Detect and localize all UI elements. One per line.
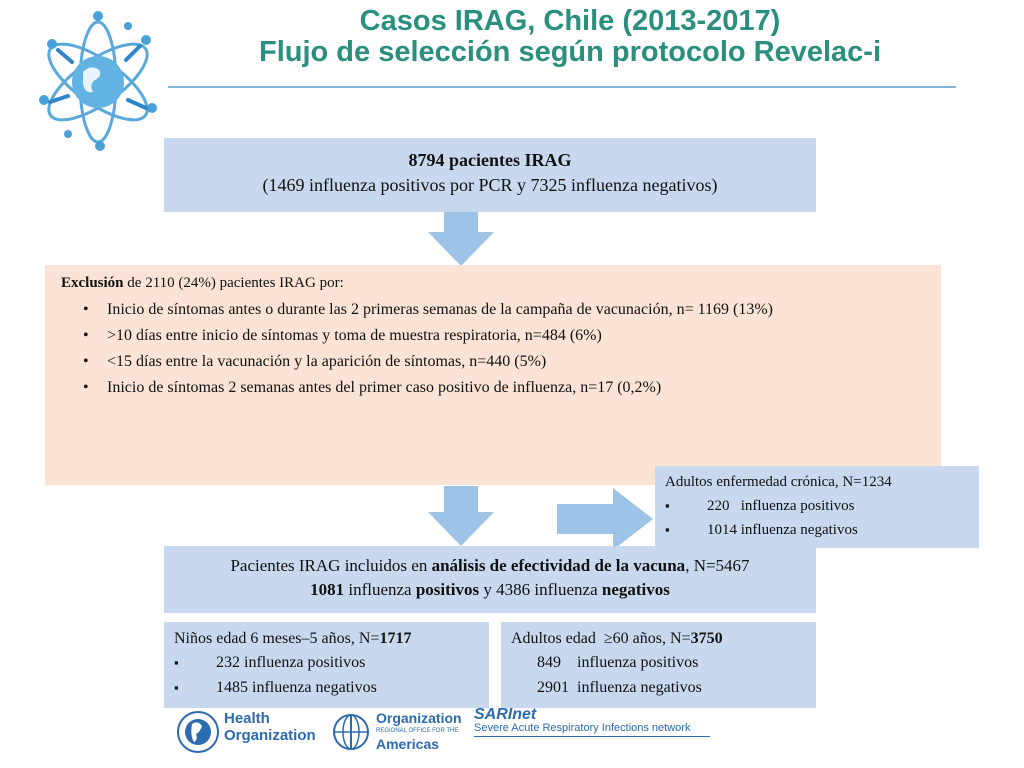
included-text-b: influenza xyxy=(344,580,416,599)
total-patients-heading: 8794 pacientes IRAG xyxy=(408,150,572,170)
who-emblem-icon xyxy=(330,712,372,752)
older-adults-total: 3750 xyxy=(690,630,723,647)
older-adults-item: 849 influenza positivos xyxy=(537,654,699,671)
chronic-disease-box xyxy=(655,466,979,548)
included-negative-label: negativos xyxy=(601,580,670,599)
older-adults-item: 2901 influenza negativos xyxy=(537,679,702,696)
exclusion-count: de 2110 (24%) pacientes IRAG por: xyxy=(123,275,344,291)
sarinet-logo xyxy=(474,700,714,740)
included-line-2 xyxy=(164,578,816,602)
exclusion-list xyxy=(45,297,941,401)
arrow-right xyxy=(557,488,653,550)
paho-logo xyxy=(176,708,316,758)
title-rule xyxy=(168,86,956,88)
included-positive-count: 1081 xyxy=(310,580,345,599)
older-adults-box xyxy=(501,622,816,708)
paho-name-line2: Organization xyxy=(224,727,316,744)
children-title-text: Niños edad 6 meses–5 años, N= xyxy=(174,630,380,647)
older-adults-title xyxy=(511,628,816,650)
children-box xyxy=(164,622,489,708)
chronic-disease-item: ▪ 220 influenza positivos xyxy=(655,494,979,518)
older-adults-title-text: Adultos edad ≥60 años, N= xyxy=(511,630,691,647)
older-adults-list xyxy=(537,650,816,700)
chronic-disease-title: Adultos enfermedad crónica, N=1234 xyxy=(665,474,892,490)
who-region-small: REGIONAL OFFICE FOR THE xyxy=(376,728,459,734)
exclusion-item: • >10 días entre inicio de síntomas y toma de muestra respiratoria, n=484 (6%) xyxy=(45,323,941,349)
included-text-a: Pacientes IRAG incluidos en xyxy=(230,556,432,575)
children-item: ▪ 232 influenza positivos xyxy=(164,650,489,675)
sarinet-subtitle: Severe Acute Respiratory Infections network xyxy=(474,722,691,734)
title-line-1: Casos IRAG, Chile (2013-2017) xyxy=(359,5,781,37)
children-title xyxy=(174,628,489,650)
who-logo xyxy=(330,708,470,760)
included-positive-label: positivos xyxy=(415,580,480,599)
title-line-2: Flujo de selección según protocolo Revelac-i xyxy=(258,36,882,68)
revelac-logo xyxy=(28,4,168,154)
included-analysis: análisis de efectividad de la vacuna xyxy=(431,556,686,575)
children-item: ▪ 1485 influenza negativos xyxy=(164,675,489,700)
total-patients-detail: (1469 influenza positivos por PCR y 7325 influenza negativos) xyxy=(262,175,718,195)
exclusion-item: • Inicio de síntomas 2 semanas antes del primer caso positivo de influenza, n=17 (0,2%) xyxy=(45,375,941,401)
included-line-1 xyxy=(164,554,816,578)
chronic-disease-item: ▪ 1014 influenza negativos xyxy=(655,518,979,542)
paho-name-line1: Health xyxy=(224,710,270,727)
included-text-d: y 4386 influenza xyxy=(479,580,602,599)
exclusion-item: • <15 días entre la vacunación y la aparición de síntomas, n=440 (5%) xyxy=(45,349,941,375)
included-total: , N=5467 xyxy=(685,556,750,575)
paho-globe-icon xyxy=(176,710,220,754)
sarinet-underline xyxy=(474,736,710,737)
arrow-down-1 xyxy=(428,212,494,266)
exclusion-label: Exclusión xyxy=(61,275,124,291)
children-total: 1717 xyxy=(379,630,412,647)
exclusion-box xyxy=(45,265,941,485)
exclusion-heading xyxy=(61,273,941,293)
page-title xyxy=(170,6,970,68)
sarinet-name: SARInet xyxy=(474,706,537,723)
arrow-down-2 xyxy=(428,486,494,546)
who-name-line2: Americas xyxy=(376,736,440,752)
chronic-disease-list xyxy=(655,494,979,542)
total-patients-box xyxy=(164,138,816,212)
included-patients-box xyxy=(164,546,816,613)
children-list xyxy=(164,650,489,700)
exclusion-item: • Inicio de síntomas antes o durante las 2 primeras semanas de la campaña de vacunación, n= 1169 (13%) xyxy=(45,297,941,323)
who-name-line1: Organization xyxy=(376,710,462,726)
